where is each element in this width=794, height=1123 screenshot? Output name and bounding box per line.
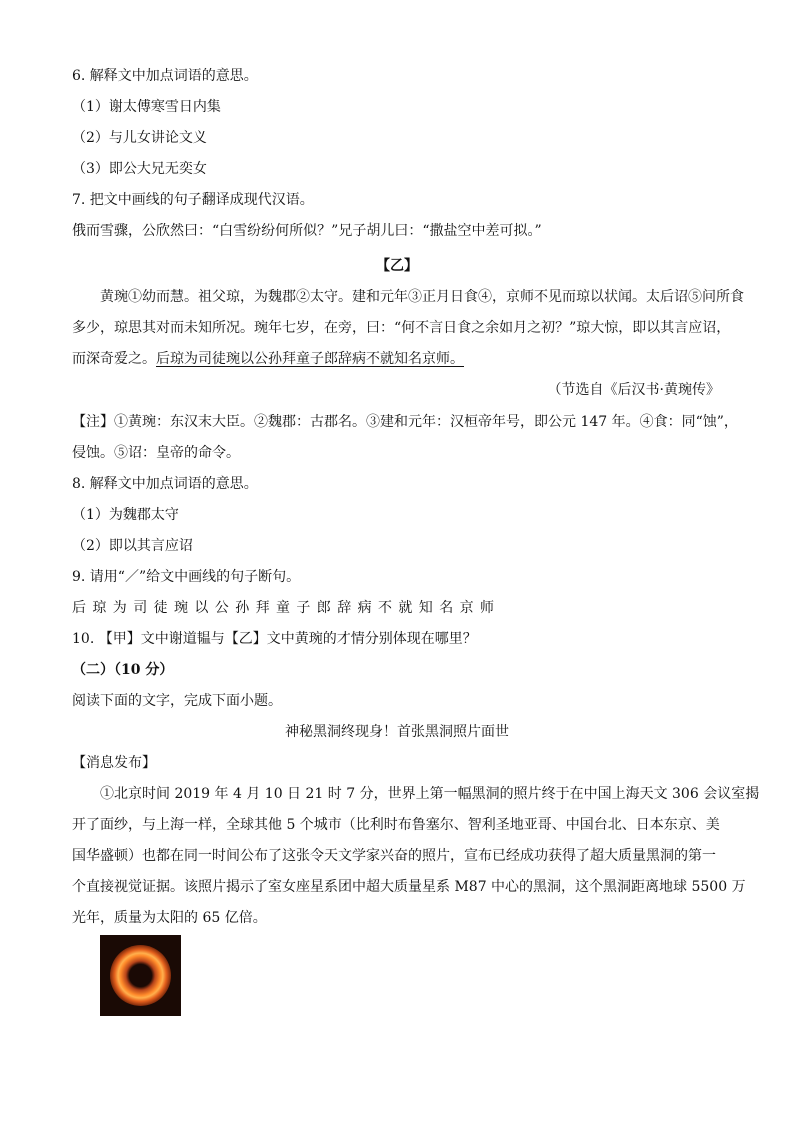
question-7-sentence: 俄而雪骤，公欣然曰：“白雪纷纷何所似？”兄子胡儿曰：“撒盐空中差可拟。” (72, 223, 542, 239)
black-hole-ring (110, 945, 171, 1006)
question-6-item-3: （3）即公大兄无奕女 (72, 161, 207, 177)
question-6: 6. 解释文中加点词语的意思。 (72, 68, 258, 84)
article-paragraph-line-3: 国华盛顿）也都在同一时间公布了这张令天文学家兴奋的照片，宣布已经成功获得了超大质量黑洞的第一 (72, 848, 716, 864)
reading-instruction: 阅读下面的文字，完成下面小题。 (72, 693, 282, 709)
question-9-sentence: 后琼为司徒琬以公孙拜童子郎辞病不就知名京师 (72, 600, 501, 616)
black-hole-image (100, 935, 181, 1016)
passage-yi-line-1: 黄琬①幼而慧。祖父琼，为魏郡②太守。建和元年③正月日食④，京师不见而琼以状闻。太后诏⑤问所食 (100, 289, 744, 305)
annotation-line-1: 【注】①黄琬：东汉末大臣。②魏郡：古郡名。③建和元年：汉桓帝年号，即公元 147 年。④食：同“蚀”， (72, 414, 738, 430)
question-7: 7. 把文中画线的句子翻译成现代汉语。 (72, 192, 314, 208)
article-paragraph-line-5: 光年，质量为太阳的 65 亿倍。 (72, 910, 267, 926)
passage-yi-line-2: 多少，琼思其对而未知所况。琬年七岁，在旁，曰：“何不言日食之余如月之初？”琼大惊，即以其言应诏， (72, 320, 731, 336)
question-10: 10. 【甲】文中谢道韫与【乙】文中黄琬的才情分别体现在哪里？ (72, 631, 477, 647)
article-paragraph-line-2: 开了面纱，与上海一样，全球其他 5 个城市（比利时布鲁塞尔、智利圣地亚哥、中国台北、日本东京、美 (72, 817, 720, 833)
annotation-line-2: 侵蚀。⑤诏：皇帝的命令。 (72, 445, 240, 461)
article-paragraph-line-4: 个直接视觉证据。该照片揭示了室女座星系团中超大质量星系 M87 中心的黑洞，这个黑洞距离地球 5500 万 (72, 879, 746, 895)
section-two-heading: （二）（10 分） (72, 662, 174, 678)
section-yi-heading: 【乙】 (376, 258, 418, 274)
question-8-item-1: （1）为魏郡太守 (72, 507, 179, 523)
question-9: 9. 请用“／”给文中画线的句子断句。 (72, 569, 301, 585)
source-note: （节选自《后汉书·黄琬传》 (547, 382, 720, 398)
article-paragraph-line-1: ①北京时间 2019 年 4 月 10 日 21 时 7 分，世界上第一幅黑洞的照片终于在中国上海天文 306 会议室揭 (100, 786, 760, 802)
question-6-item-1: （1）谢太傅寒雪日内集 (72, 99, 221, 115)
underlined-sentence: 后琼为司徒琬以公孙拜童子郎辞病不就知名京师。 (156, 351, 464, 367)
passage-yi-line-3 (72, 349, 464, 369)
question-8: 8. 解释文中加点词语的意思。 (72, 476, 258, 492)
question-8-item-2: （2）即以其言应诏 (72, 538, 193, 554)
article-title: 神秘黑洞终现身！首张黑洞照片面世 (285, 724, 509, 740)
passage-yi-line-3-text: 而深奇爱之。 (72, 351, 156, 367)
question-6-item-2: （2）与儿女讲论文义 (72, 130, 207, 146)
news-release-heading: 【消息发布】 (72, 755, 156, 771)
